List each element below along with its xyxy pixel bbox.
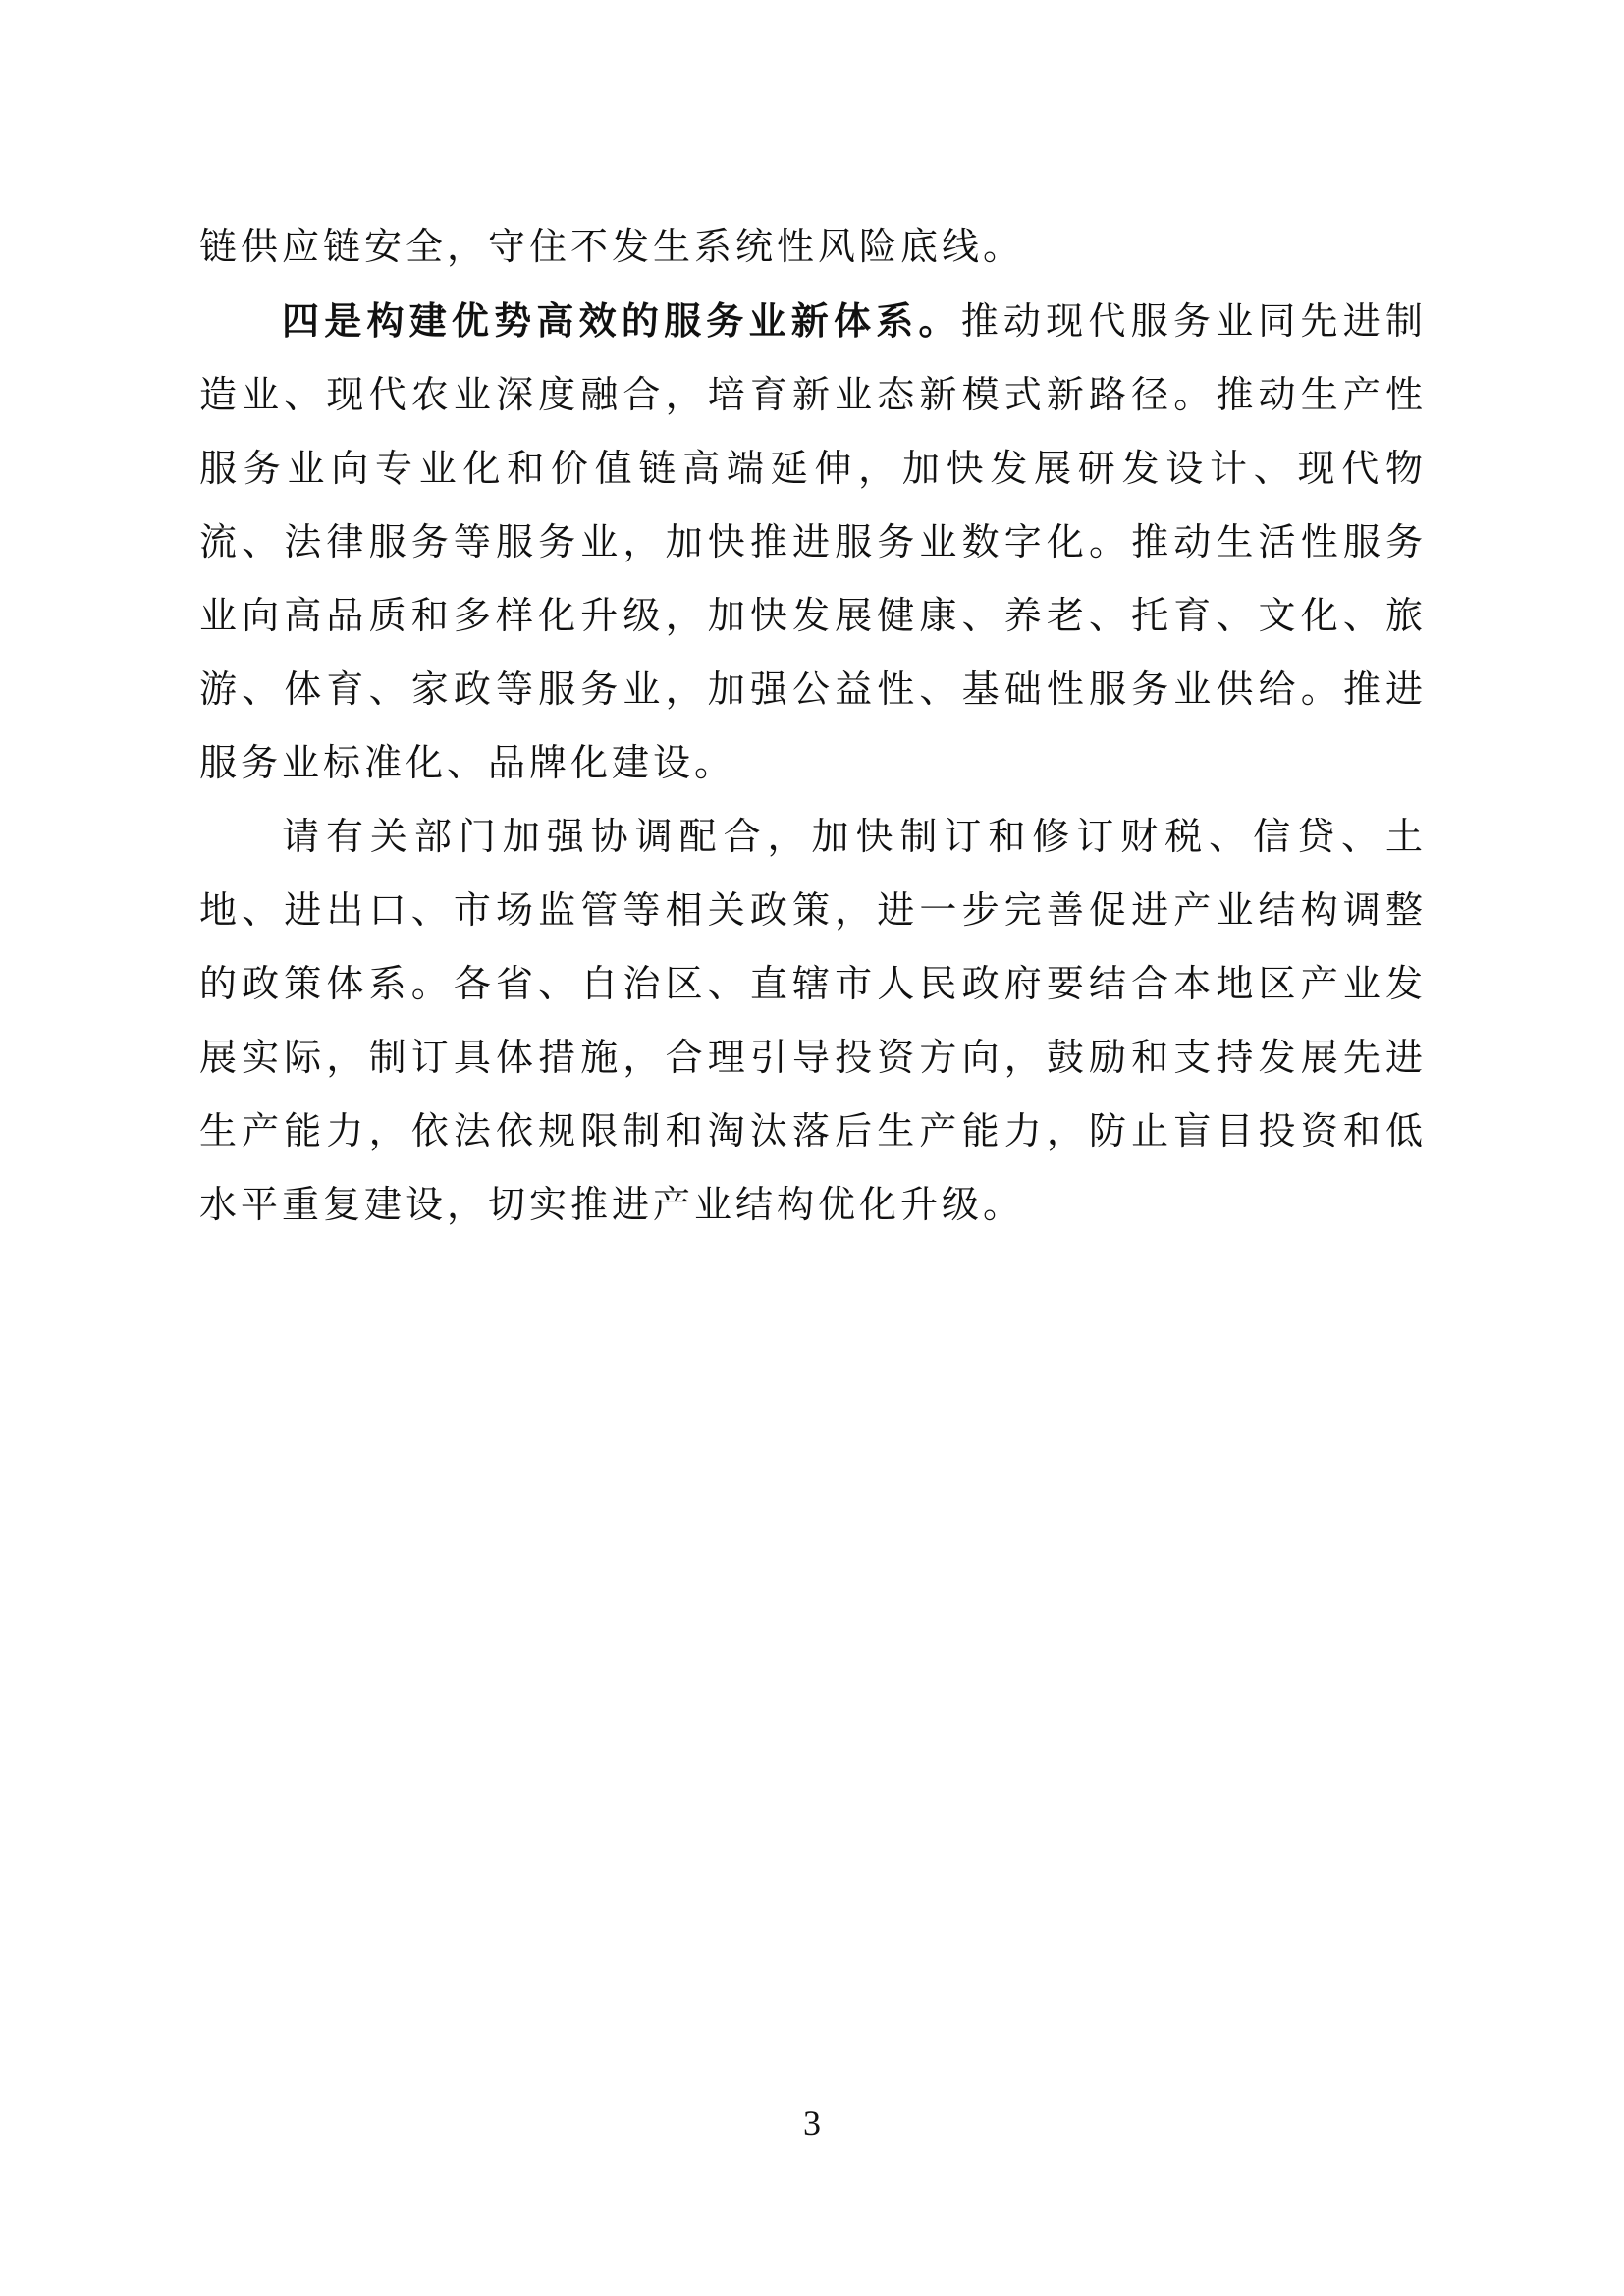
paragraph-text: 请有关部门加强协调配合，加快制订和修订财税、信贷、土地、进出口、市场监管等相关政策，进一步完善促进产业结构调整的政策体系。各省、自治区、直辖市人民政府要结合本地区产业发展实际，制订具体措施，合理引导投资方向，鼓励和支持发展先进生产能力，依法依规限制和淘汰落后生产能力，防止盲目投资和低水平重复建设，切实推进产业结构优化升级。 bbox=[199, 815, 1427, 1226]
paragraph-text: 链供应链安全，守住不发生系统性风险底线。 bbox=[199, 225, 1025, 268]
paragraph-service-system bbox=[199, 284, 1427, 800]
paragraph-heading: 四是构建优势高效的服务业新体系。 bbox=[282, 298, 961, 343]
document-body bbox=[199, 210, 1427, 1242]
paragraph-departments bbox=[199, 800, 1427, 1242]
paragraph-text: 推动现代服务业同先进制造业、现代农业深度融合，培育新业态新模式新路径。推动生产性服务业向专业化和价值链高端延伸，加快发展研发设计、现代物流、法律服务等服务业，加快推进服务业数字化。推动生活性服务业向高品质和多样化升级，加快发展健康、养老、托育、文化、旅游、体育、家政等服务业，加强公益性、基础性服务业供给。推进服务业标准化、品牌化建设。 bbox=[199, 299, 1427, 784]
page-number: 3 bbox=[803, 2104, 821, 2143]
paragraph-continuation bbox=[199, 210, 1427, 284]
